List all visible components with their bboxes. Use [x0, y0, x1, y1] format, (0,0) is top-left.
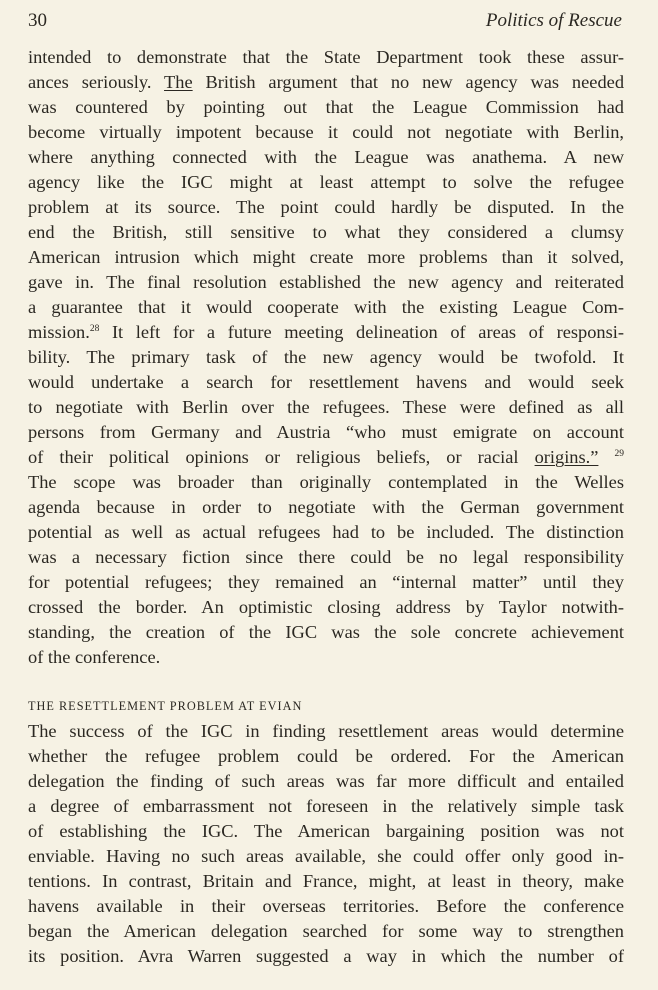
footnote-marker: 28 [89, 323, 100, 334]
body-line: crossed the border. An optimistic closing address by Taylor notwith- [28, 597, 624, 617]
body-line: of establishing the IGC. The American bargaining position was not [28, 821, 624, 841]
body-line: The scope was broader than originally contemplated in the Welles [28, 472, 624, 492]
body-line: of their political opinions or religious beliefs, or racial origins.” $^{29}$ [28, 447, 624, 467]
body-line: of the conference. [28, 647, 161, 667]
running-head: Politics of Rescue [485, 10, 622, 31]
body-line: delegation the finding of such areas was far more difficult and entailed [28, 771, 624, 791]
body-line: agency like the IGC might at least attempt to solve the refugee [28, 172, 624, 192]
body-line: mission.$^{28}$ It left for a future meeting delineation of areas of responsi- [28, 322, 624, 342]
body-line: ances seriously. The British argument that no new agency was needed [28, 72, 625, 92]
body-line: become virtually impotent because it could not negotiate with Berlin, [28, 122, 624, 142]
page-header [28, 10, 626, 34]
body-line: was a necessary fiction since there could be no legal responsibility [28, 547, 624, 567]
body-line: The success of the IGC in finding resettlement areas would determine [28, 721, 624, 741]
body-line: would undertake a search for resettlement havens and would seek [28, 372, 624, 392]
body-line: whether the refugee problem could be ordered. For the American [28, 746, 624, 766]
body-line: where anything connected with the League was anathema. A new [28, 147, 624, 167]
body-line: began the American delegation searched for some way to strengthen [28, 921, 624, 941]
body-line: was countered by pointing out that the League Commission had [28, 97, 624, 117]
page-number: 30 [28, 10, 47, 31]
body-line: potential as well as actual refugees had to be included. The distinction [28, 522, 624, 542]
body-line: enviable. Having no such areas available, she could offer only good in- [28, 846, 624, 866]
body-line: intended to demonstrate that the State Department took these assur- [28, 47, 624, 67]
body-line: persons from Germany and Austria “who must emigrate on account [28, 422, 624, 442]
body-line: bility. The primary task of the new agency would be twofold. It [28, 347, 624, 367]
body-line: agenda because in order to negotiate with the German government [28, 497, 624, 517]
body-line: tentions. In contrast, Britain and France, might, at least in theory, make [28, 871, 624, 891]
body-line: havens available in their overseas territories. Before the conference [28, 896, 624, 916]
body-line: a degree of embarrassment not foreseen in the relatively simple task [28, 796, 624, 816]
body-line: standing, the creation of the IGC was the sole concrete achievement [28, 622, 624, 642]
document-page [28, 0, 626, 990]
body-line: its position. Avra Warren suggested a way in which the number of [28, 946, 624, 966]
body-line: a guarantee that it would cooperate with the existing League Com- [28, 297, 624, 317]
body-line: problem at its source. The point could hardly be disputed. In the [28, 197, 624, 217]
section-heading: THE RESETTLEMENT PROBLEM AT EVIAN [28, 699, 303, 713]
body-line: to negotiate with Berlin over the refugees. These were defined as all [28, 397, 624, 417]
body-line: end the British, still sensitive to what they considered a clumsy [28, 222, 624, 242]
body-line: American intrusion which might create more problems than it solved, [28, 247, 624, 267]
footnote-marker: 29 [614, 448, 624, 459]
body-line: for potential refugees; they remained an “internal matter” until they [28, 572, 624, 592]
body-line: gave in. The final resolution established the new agency and reiterated [28, 272, 624, 292]
